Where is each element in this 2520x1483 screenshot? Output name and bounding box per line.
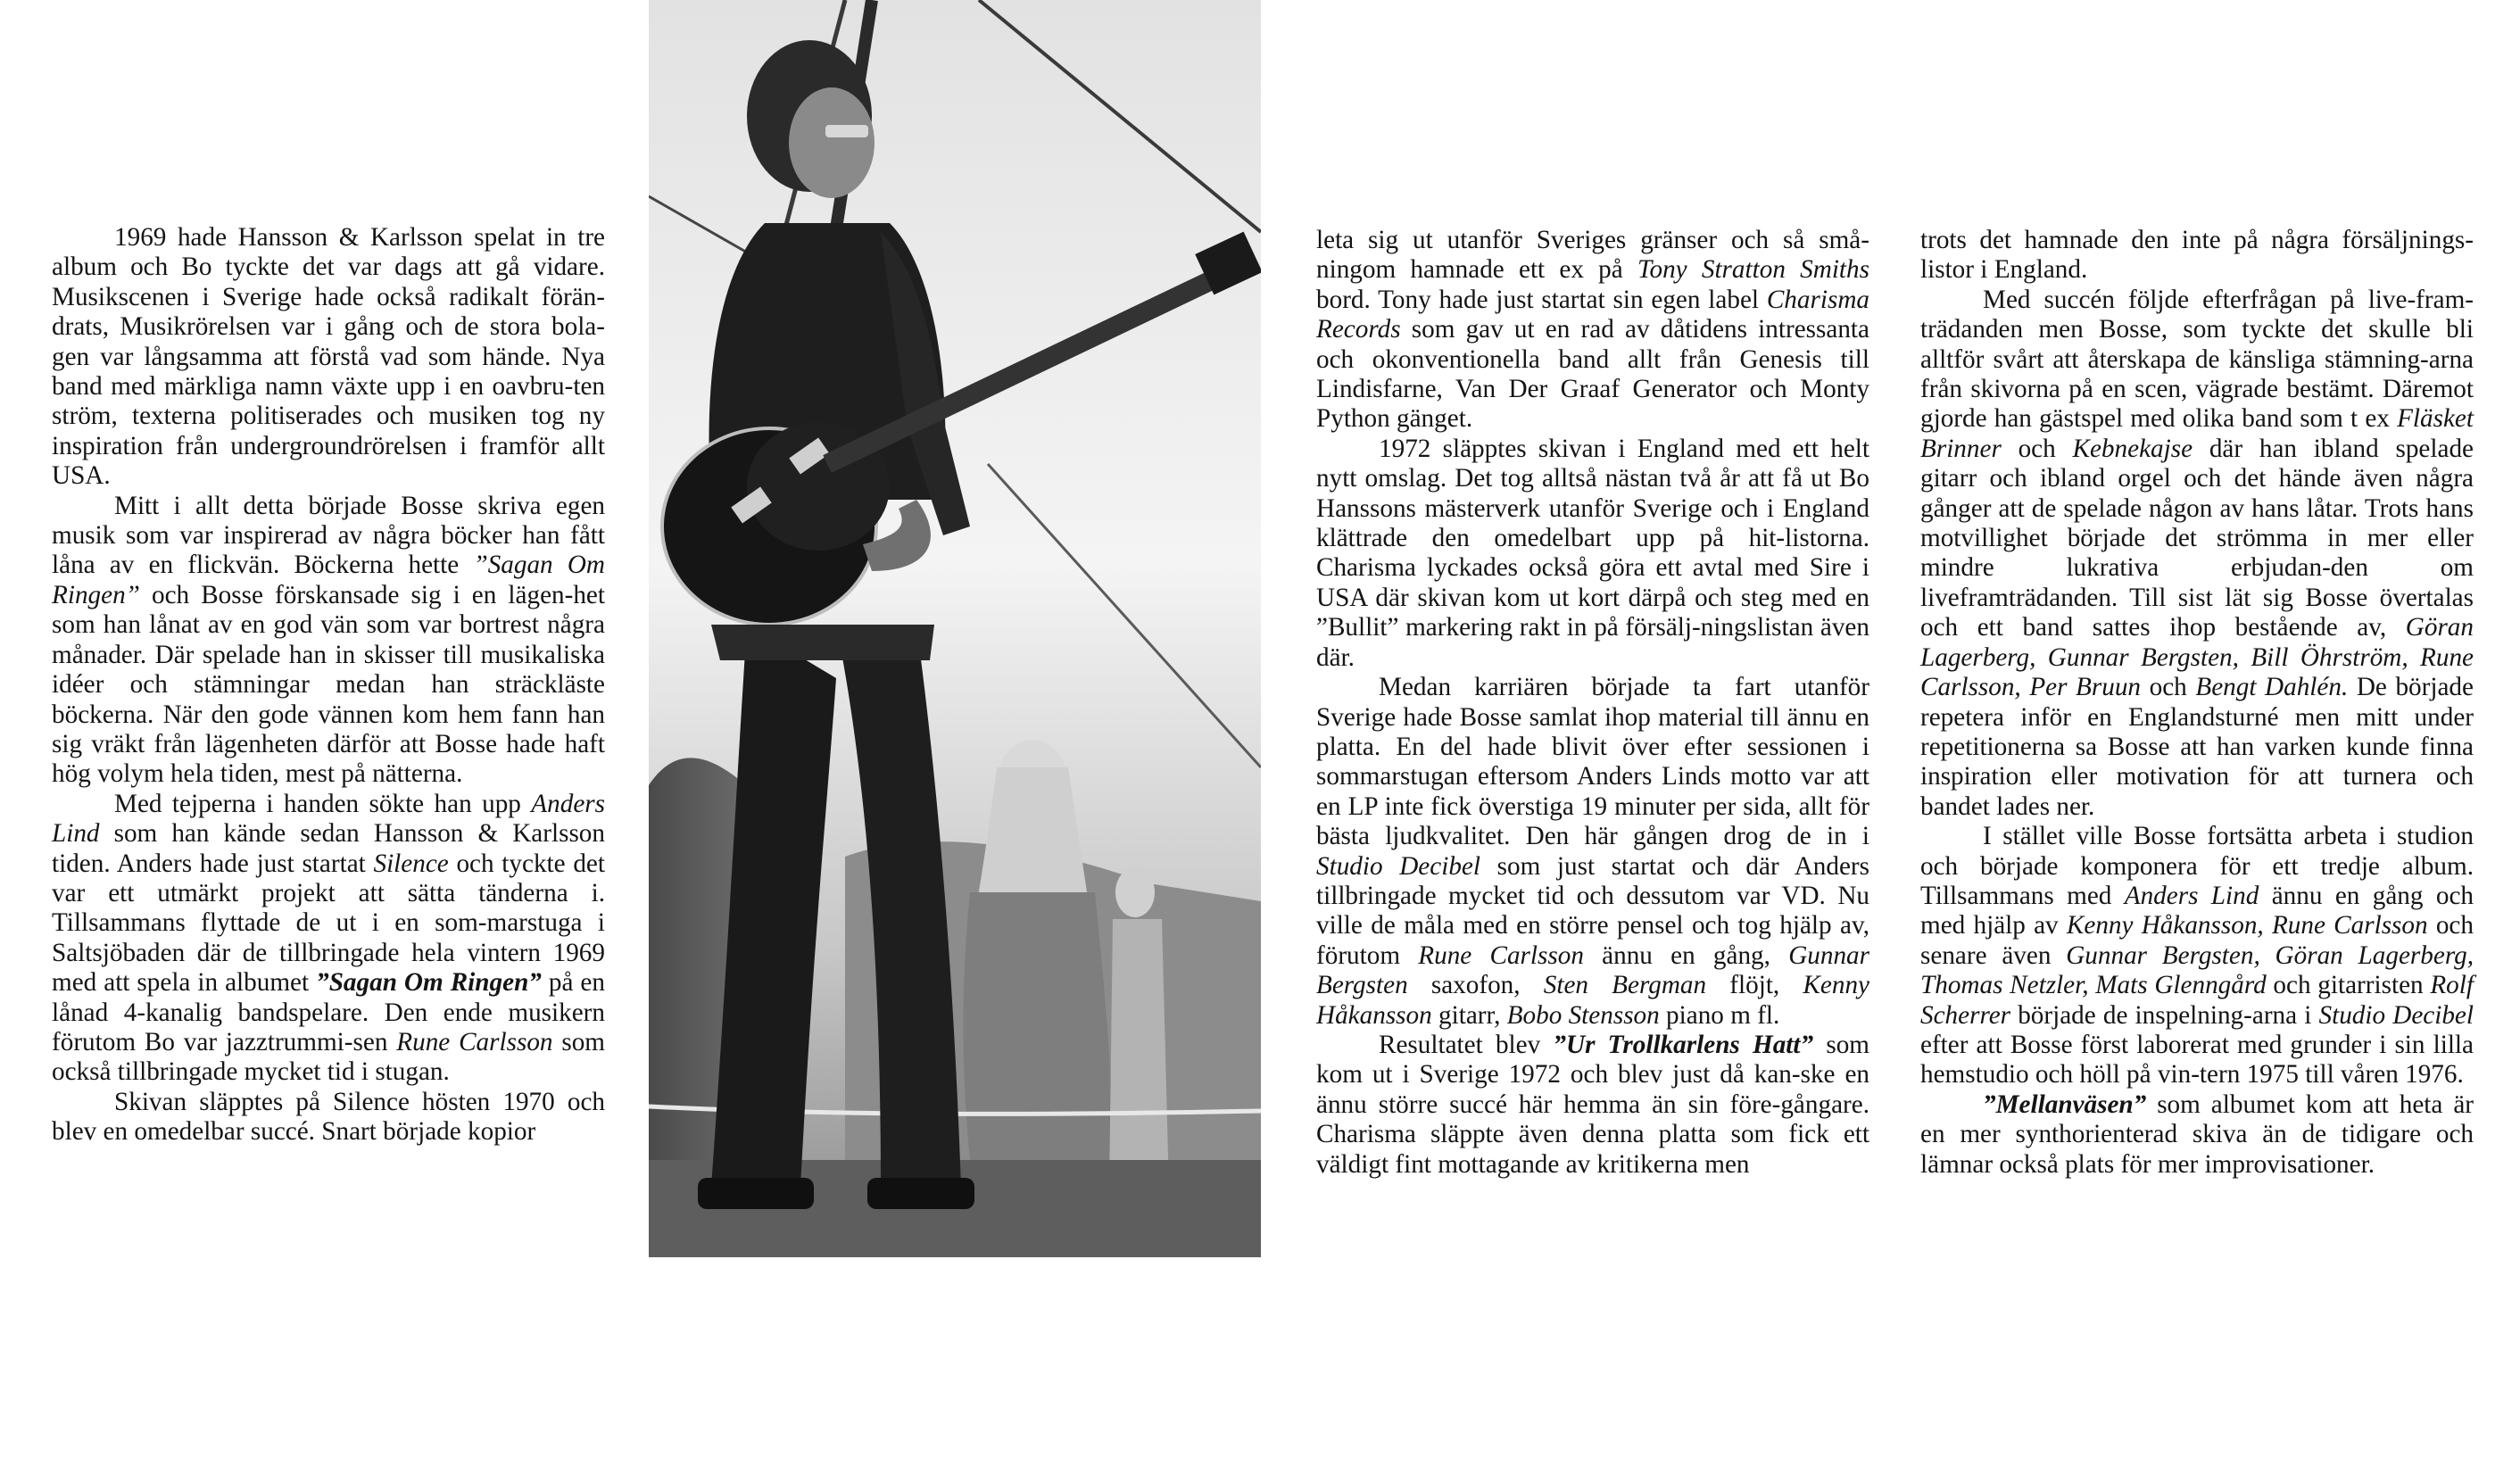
paragraph: leta sig ut utanför Sveriges gränser och så små-ningom hamnade ett ex på Tony Stratton Smiths bord. Tony hade just startat sin egen label Charisma Records som gav ut en rad av dåtidens intressanta och okonventionella band allt från Genesis till Lindisfarne, Van Der Graaf Generator och Monty Python gänget.: [1316, 226, 1869, 434]
paragraph: I stället ville Bosse fortsätta arbeta i studion och började komponera för ett tredje album. Tillsammans med Anders Lind ännu en gång och med hjälp av Kenny Håkansson, Rune Carlsson och senare även Gunnar Bergsten, Göran Lagerberg, Thomas Netzler, Mats Glenngård och gitarristen Rolf Scherrer började de inspelning-arna i Studio Decibel efter att Bosse först laborerat med grunder i sin lilla hemstudio och höll på vin-tern 1975 till våren 1976.: [1920, 822, 2474, 1089]
concert-photo: [649, 0, 1261, 1257]
paragraph: Medan karriären började ta fart utanför Sverige hade Bosse samlat ihop material till ännu en platta. En del hade blivit över efter sessionen i sommarstugan eftersom Anders Linds motto var att en LP inte fick överstiga 19 minuter per sida, allt för bästa ljudkvalitet. Den här gången drog de in i Studio Decibel som just startat och där Anders tillbringade mycket tid och dessutom var VD. Nu ville de måla med en större pensel och tog hjälp av, förutom Rune Carlsson ännu en gång, Gunnar Bergsten saxofon, Sten Bergman flöjt, Kenny Håkansson gitarr, Bobo Stensson piano m fl.: [1316, 673, 1869, 1030]
text-column-middle: [1316, 0, 1869, 1483]
paragraph: Med succén följde efterfrågan på live-fram-trädanden men Bosse, som tyckte det skulle bli alltför svårt att återskapa de känsliga stämning-arna från skivorna på en scen, vägrade bestämt. Däremot gjorde han gästspel med olika band som t ex Fläsket Brinner och Kebnekajse där han ibland spelade gitarr och ibland orgel och det hände även några gånger att de spelade någon av hans låtar. Trots hans motvillighet började det strömma in mer eller mindre lukrativa erbjudan-den om liveframträdanden. Till sist lät sig Bosse övertalas och ett band sattes ihop bestående av, Göran Lagerberg, Gunnar Bergsten, Bill Öhrström, Rune Carlsson, Per Bruun och Bengt Dahlén. De började repetera inför en Englandsturné men mitt under repetitionerna sa Bosse att han varken kunde finna inspiration eller motivation för att turnera och bandet lades ner.: [1920, 285, 2474, 821]
paragraph: 1969 hade Hansson & Karlsson spelat in tre album och Bo tyckte det var dags att gå vidare. Musikscenen i Sverige hade också radikalt förän-drats, Musikrörelsen var i gång och de stora bola-gen var långsamma att förstå vad som hände. Nya band med märkliga namn växte upp i en oavbru-ten ström, texterna politiserades och musiken tog ny inspiration från undergroundrörelsen i framför allt USA.: [52, 223, 605, 491]
paragraph: ”Mellanväsen” som albumet kom att heta är en mer synthorienterad skiva än de tidigare och lämnar också plats för mer improvisationer.: [1920, 1089, 2474, 1179]
paragraph: Skivan släpptes på Silence hösten 1970 och blev en omedelbar succé. Snart började kopior: [52, 1087, 605, 1147]
paragraph: Mitt i allt detta började Bosse skriva egen musik som var inspirerad av några böcker han fått låna av en flickvän. Böckerna hette ”Sagan Om Ringen” och Bosse förskansade sig i en lägen-het som han lånat av en god vän som var bortrest några månader. Där spelade han in skisser till musikaliska idéer och stämningar medan han sträckläste böckerna. När den gode vännen kom hem fann han sig vräkt från lägenheten därför att Bosse hade haft hög volym hela tiden, mest på nätterna.: [52, 491, 606, 789]
paragraph: trots det hamnade den inte på några försäljnings-listor i England.: [1920, 226, 2474, 285]
paragraph: Med tejperna i handen sökte han upp Anders Lind som han kände sedan Hansson & Karlsson tiden. Anders hade just startat Silence och tyckte det var ett utmärkt projekt att sätta tänderna i. Tillsammans flyttade de ut i en som-marstuga i Saltsjöbaden där de tillbringade hela vintern 1969 med att spela in albumet ”Sagan Om Ringen” på en lånad 4-kanalig bandspelare. Den ende musikern förutom Bo var jazztrummi-sen Rune Carlsson som också tillbringade mycket tid i stugan.: [52, 789, 606, 1087]
paragraph: 1972 släpptes skivan i England med ett helt nytt omslag. Det tog alltså nästan två år att få ut Bo Hanssons mästerverk utanför Sverige och i England klättrade den omedelbart upp på hit-listorna. Charisma lyckades också göra ett avtal med Sire i USA där skivan kom ut kort därpå och steg med en ”Bullit” markering rakt in på försälj-ningslistan även där.: [1316, 434, 1869, 672]
text-column-right: [1920, 0, 2474, 1483]
paragraph: Resultatet blev ”Ur Trollkarlens Hatt” som kom ut i Sverige 1972 och blev just då kan-ske en ännu större succé här hemma än sin före-gångare. Charisma släppte även denna platta som fick ett väldigt fint mottagande av kritikerna men: [1316, 1030, 1869, 1179]
text-column-left: [52, 0, 605, 1480]
guitarist-photo-illustration: [649, 0, 1261, 1257]
